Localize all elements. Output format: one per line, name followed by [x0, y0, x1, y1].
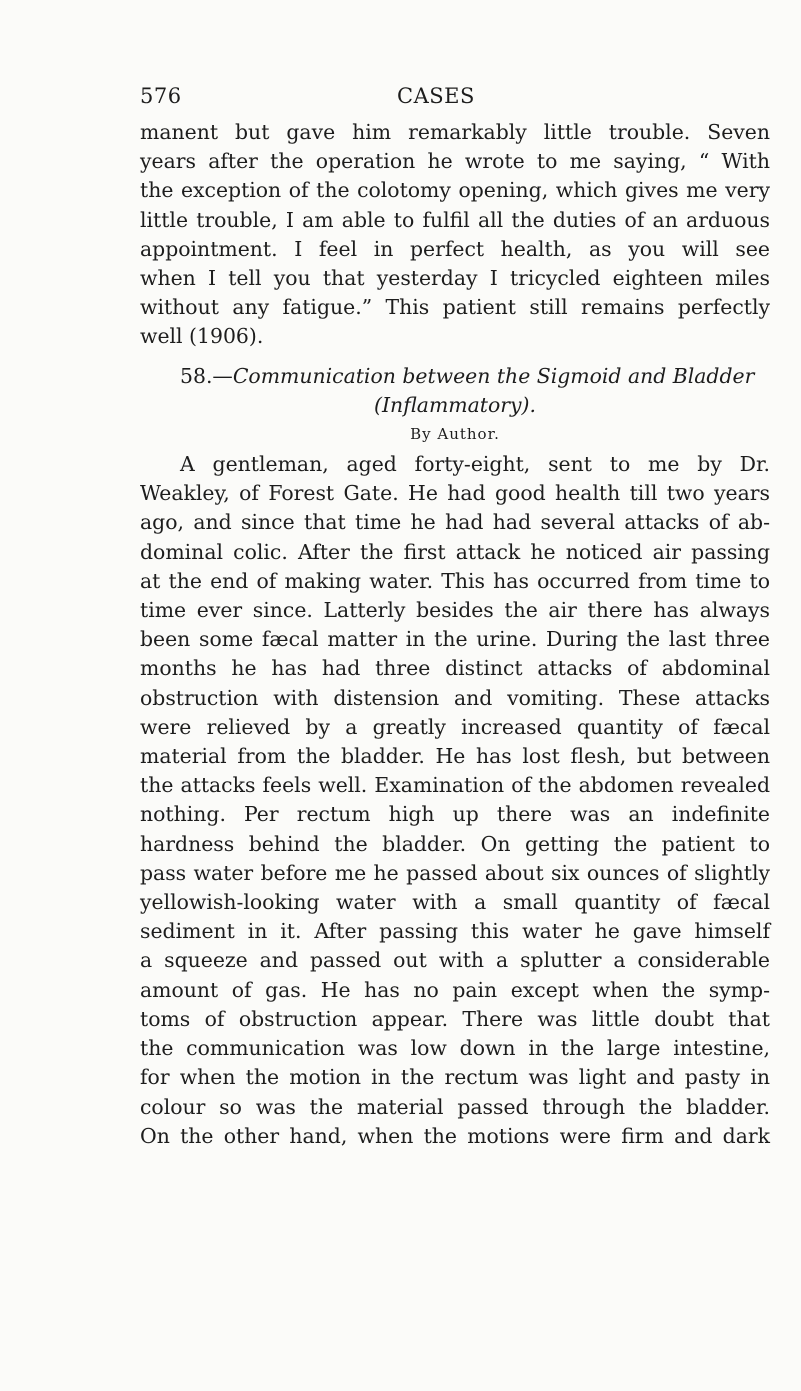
text-line: sediment in it. After passing this water he gave himself: [140, 919, 770, 944]
text-line: the communication was low down in the large intestine,: [140, 1036, 770, 1061]
text-line: months he has had three distinct attacks of abdominal: [140, 656, 770, 681]
case-number: 58.—: [180, 363, 233, 388]
text-line: obstruction with distension and vomiting. These attacks: [140, 685, 770, 710]
book-page: [140, 84, 770, 1151]
continuation-paragraph: [140, 118, 770, 352]
text-line: dominal colic. After the first attack he noticed air passing: [140, 539, 770, 564]
case-title-line-1: [140, 362, 770, 391]
text-line: amount of gas. He has no pain except when the symp-: [140, 977, 770, 1002]
running-head: [140, 84, 770, 118]
page-number: 576: [140, 84, 182, 108]
text-line: when I tell you that yesterday I tricycled eighteen miles: [140, 266, 770, 291]
text-line: nothing. Per rectum high up there was an indefinite: [140, 802, 770, 827]
text-line: manent but gave him remarkably little trouble. Seven: [140, 120, 770, 144]
text-line: were relieved by a greatly increased quantity of fæcal: [140, 714, 770, 739]
text-line: little trouble, I am able to fulfil all the duties of an arduous: [140, 207, 770, 232]
text-line: A gentleman, aged forty-eight, sent to me by Dr.: [180, 452, 770, 477]
text-line: Weakley, of Forest Gate. He had good health till two years: [140, 481, 770, 506]
text-line: time ever since. Latterly besides the air there has always: [140, 598, 770, 623]
text-line: yellowish-looking water with a small quantity of fæcal: [140, 890, 770, 915]
text-line: ago, and since that time he had had several attacks of ab-: [140, 510, 770, 535]
text-line: well (1906).: [140, 324, 264, 349]
case-paragraph: [140, 450, 770, 1151]
text-line: the exception of the colotomy opening, which gives me very: [140, 178, 770, 203]
running-title: CASES: [397, 84, 475, 108]
text-line: years after the operation he wrote to me saying, “ With: [140, 149, 770, 174]
text-line: On the other hand, when the motions were firm and dark: [140, 1123, 770, 1148]
text-line: without any fatigue.” This patient still remains perfectly: [140, 295, 770, 320]
case-title-line-2: (Inflammatory).: [374, 392, 536, 417]
text-line: the attacks feels well. Examination of the abdomen revealed: [140, 773, 770, 798]
text-line: material from the bladder. He has lost flesh, but between: [140, 744, 770, 769]
text-line: a squeeze and passed out with a splutter a considerable: [140, 948, 770, 973]
case-heading: [140, 362, 770, 420]
text-line: at the end of making water. This has occurred from time to: [140, 568, 770, 593]
text-line: appointment. I feel in perfect health, as you will see: [140, 236, 770, 261]
byline: By Author.: [410, 425, 500, 444]
text-line: hardness behind the bladder. On getting the patient to: [140, 831, 770, 856]
text-line: toms of obstruction appear. There was little doubt that: [140, 1006, 770, 1031]
text-line: been some fæcal matter in the urine. During the last three: [140, 627, 770, 652]
text-line: pass water before me he passed about six ounces of slightly: [140, 860, 770, 885]
text-line: colour so was the material passed through the bladder.: [140, 1094, 770, 1119]
case-title: Communication between the Sigmoid and Bladder: [232, 363, 755, 388]
text-line: for when the motion in the rectum was light and pasty in: [140, 1065, 770, 1090]
